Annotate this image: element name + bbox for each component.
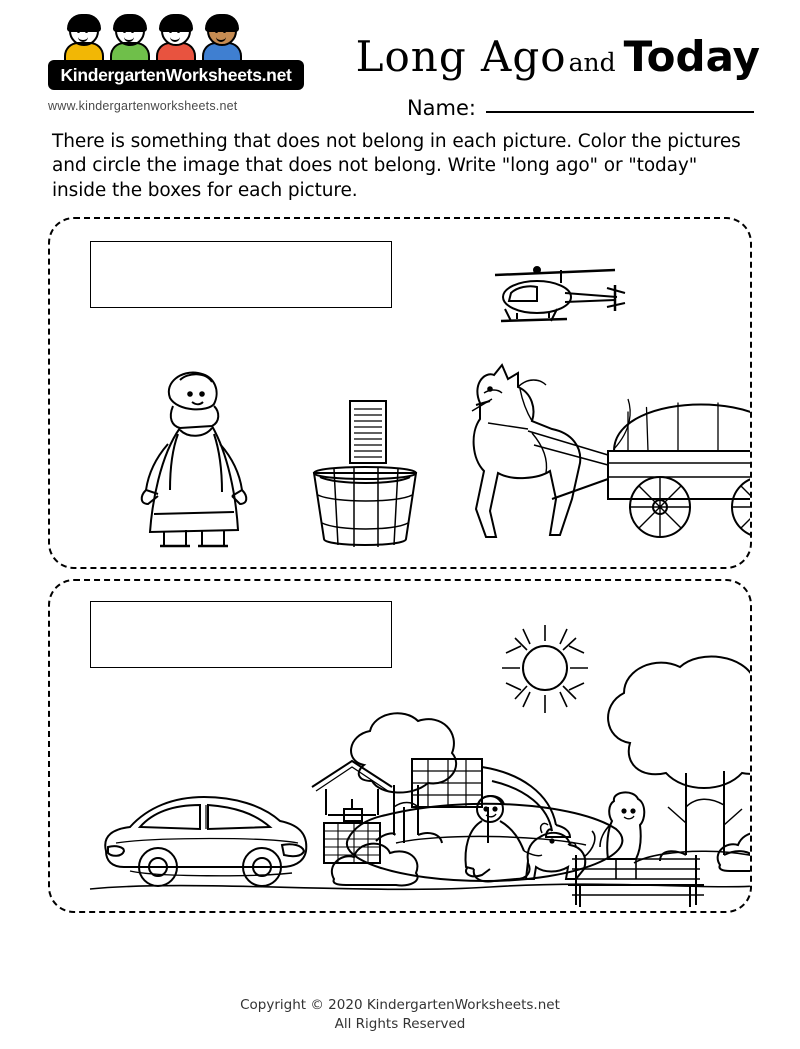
ground-line [70,869,750,909]
pioneer-girl-figure[interactable] [120,364,280,559]
title-today: Today [623,32,760,81]
scene-long-ago [50,219,750,567]
name-label: Name: [406,96,476,120]
logo-kids-illustration [60,14,290,62]
kid-figure-1 [60,14,108,62]
kid-figure-3 [152,14,200,62]
kid-figure-2 [106,14,154,62]
logo-banner [48,60,304,90]
picture-panel-today [48,579,752,913]
site-logo[interactable] [48,14,306,113]
water-well-bucket-icon[interactable] [302,399,432,559]
name-input-line[interactable] [486,110,754,113]
rights-line: All Rights Reserved [334,1016,466,1033]
name-field-row [407,96,754,120]
page-title [356,32,760,81]
scene-today [50,581,750,911]
page-footer [0,996,800,1035]
title-long-ago: Long Ago [355,32,567,81]
worksheet-page [0,14,800,1049]
horse-drawn-covered-wagon[interactable] [432,359,750,559]
copyright-line: Copyright © 2020 KindergartenWorksheets.net [240,996,560,1013]
sun-icon [490,613,600,723]
instructions-text: There is something that does not belong in each picture. Color the pictures and circle the image that does not belong. Write "long ago" or "today" inside the boxes for each picture. [52,131,741,201]
picture-panel-long-ago [48,217,752,569]
title-and: and [568,48,616,77]
site-url: www.kindergartenworksheets.net [48,99,238,113]
helicopter-icon[interactable] [465,257,655,337]
page-header [48,14,760,126]
logo-brand-text: KindergartenWorksheets.net [60,64,292,85]
kid-figure-4 [198,14,246,62]
